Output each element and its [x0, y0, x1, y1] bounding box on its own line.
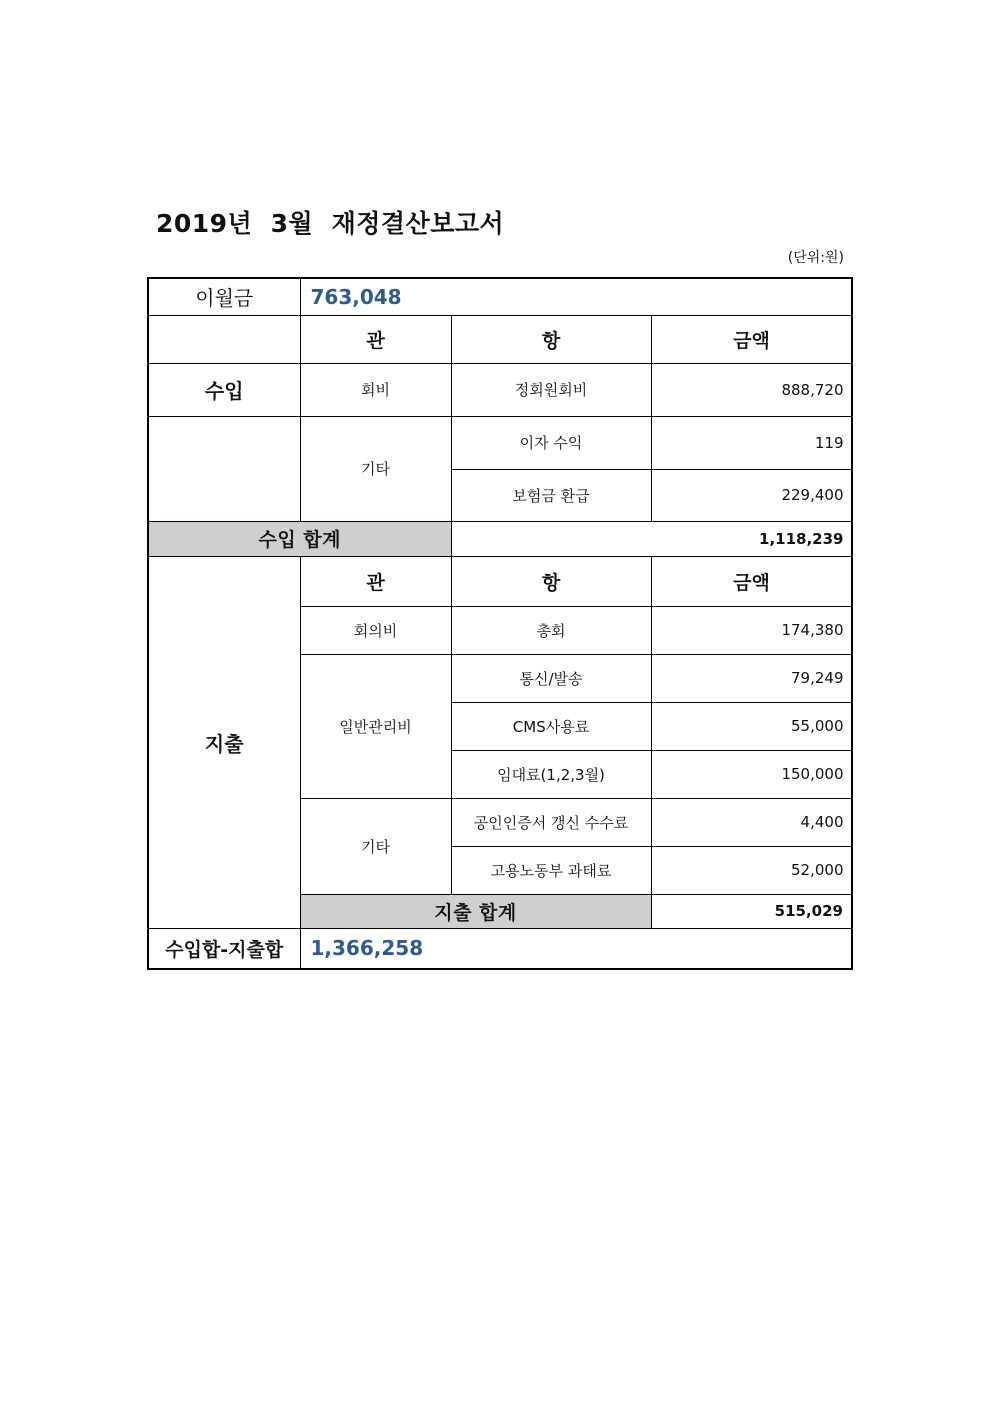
carryover-value: 763,048 [300, 278, 852, 315]
income-section-blank [148, 416, 300, 521]
income-item: 보험금 환급 [451, 469, 651, 521]
expense-item: CMS사용료 [451, 702, 651, 750]
expense-item: 고용노동부 과태료 [451, 846, 651, 894]
expense-total-value: 515,029 [651, 894, 852, 928]
carryover-row [148, 278, 852, 315]
income-row [148, 416, 852, 469]
income-category: 기타 [300, 416, 451, 521]
expense-amount: 150,000 [651, 750, 852, 798]
expense-header-amount: 금액 [651, 556, 852, 606]
income-total-value: 1,118,239 [451, 521, 852, 556]
income-item: 이자 수익 [451, 416, 651, 469]
income-amount: 229,400 [651, 469, 852, 521]
income-header-item: 항 [451, 315, 651, 363]
expense-amount: 55,000 [651, 702, 852, 750]
income-amount: 119 [651, 416, 852, 469]
income-total-label: 수입 합계 [148, 521, 451, 556]
expense-amount: 52,000 [651, 846, 852, 894]
balance-row [148, 928, 852, 969]
balance-label: 수입합-지출합 [148, 928, 300, 969]
income-header-blank [148, 315, 300, 363]
income-amount: 888,720 [651, 363, 852, 416]
income-section-label: 수입 [148, 363, 300, 416]
expense-header-category: 관 [300, 556, 451, 606]
income-header-amount: 금액 [651, 315, 852, 363]
expense-category: 기타 [300, 798, 451, 894]
document-title: 2019년 3월 재정결산보고서 [156, 209, 505, 238]
expense-category: 회의비 [300, 606, 451, 654]
carryover-label: 이월금 [148, 278, 300, 315]
income-row [148, 363, 852, 416]
expense-item: 통신/발송 [451, 654, 651, 702]
expense-category: 일반관리비 [300, 654, 451, 798]
expense-item: 공인인증서 갱신 수수료 [451, 798, 651, 846]
expense-item: 임대료(1,2,3월) [451, 750, 651, 798]
income-header-category: 관 [300, 315, 451, 363]
expense-amount: 79,249 [651, 654, 852, 702]
expense-header-item: 항 [451, 556, 651, 606]
expense-item: 총회 [451, 606, 651, 654]
income-category: 회비 [300, 363, 451, 416]
expense-amount: 4,400 [651, 798, 852, 846]
unit-note: (단위:원) [787, 250, 844, 266]
expense-amount: 174,380 [651, 606, 852, 654]
expense-section-label: 지출 [148, 556, 300, 928]
income-item: 정회원회비 [451, 363, 651, 416]
income-header-row [148, 315, 852, 363]
expense-header-row [148, 556, 852, 606]
expense-total-label: 지출 합계 [300, 894, 651, 928]
income-total-row [148, 521, 852, 556]
balance-value: 1,366,258 [300, 928, 852, 969]
finance-report-table [147, 277, 853, 970]
